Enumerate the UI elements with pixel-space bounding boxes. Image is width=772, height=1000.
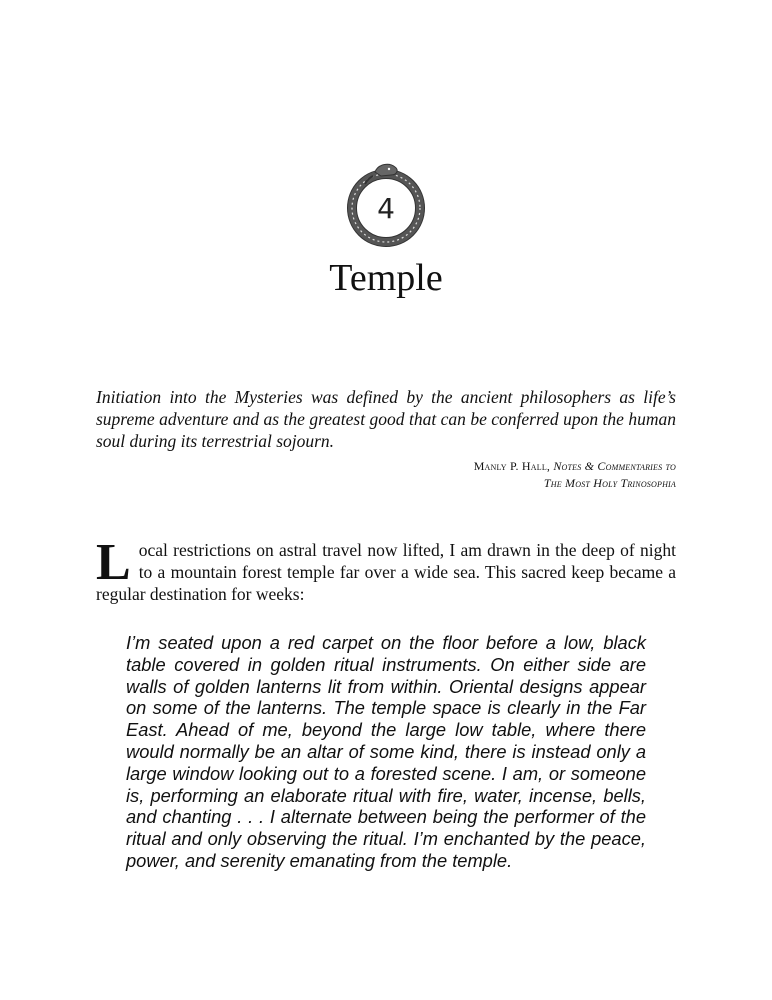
ouroboros-emblem bbox=[345, 158, 427, 250]
block-quote: I’m seated upon a red carpet on the floor before a low, black table covered in golden ritual instruments. On either side are walls of golden lanterns lit from within. Oriental designs appear on some of the lanterns. The temple space is clearly in the Far East. Ahead of me, beyond the large low table, where there would normally be an altar of some kind, there is instead only a large window looking out to a forested scene. I am, or someone is, performing an elaborate ritual with fire, water, incense, bells, and chanting . . . I alternate between being the performer of the ritual and only observing the ritual. I’m enchanted by the peace, power, and serenity emanating from the temple. bbox=[126, 632, 646, 871]
epigraph-source-line2: The Most Holy Trinosophia bbox=[543, 476, 676, 490]
chapter-number: 4 bbox=[377, 192, 395, 225]
epigraph-source-line1: Notes & Commentaries to bbox=[553, 459, 676, 473]
epigraph-author: Manly P. Hall, bbox=[473, 459, 551, 473]
epigraph-text: Initiation into the Mysteries was defined by the ancient philosophers as life’s supreme adventure and as the greatest good that can be conferred upon the human soul during its terrestrial sojourn. bbox=[96, 387, 676, 451]
drop-cap: L bbox=[96, 534, 131, 591]
chapter-title: Temple bbox=[329, 257, 443, 299]
epigraph-attribution bbox=[300, 458, 676, 492]
body-paragraph-text: ocal restrictions on astral travel now lifted, I am drawn in the deep of night to a mountain forest temple far over a wide sea. This sacred keep became a regular destination for weeks: bbox=[96, 540, 676, 604]
body-paragraph bbox=[96, 534, 676, 605]
